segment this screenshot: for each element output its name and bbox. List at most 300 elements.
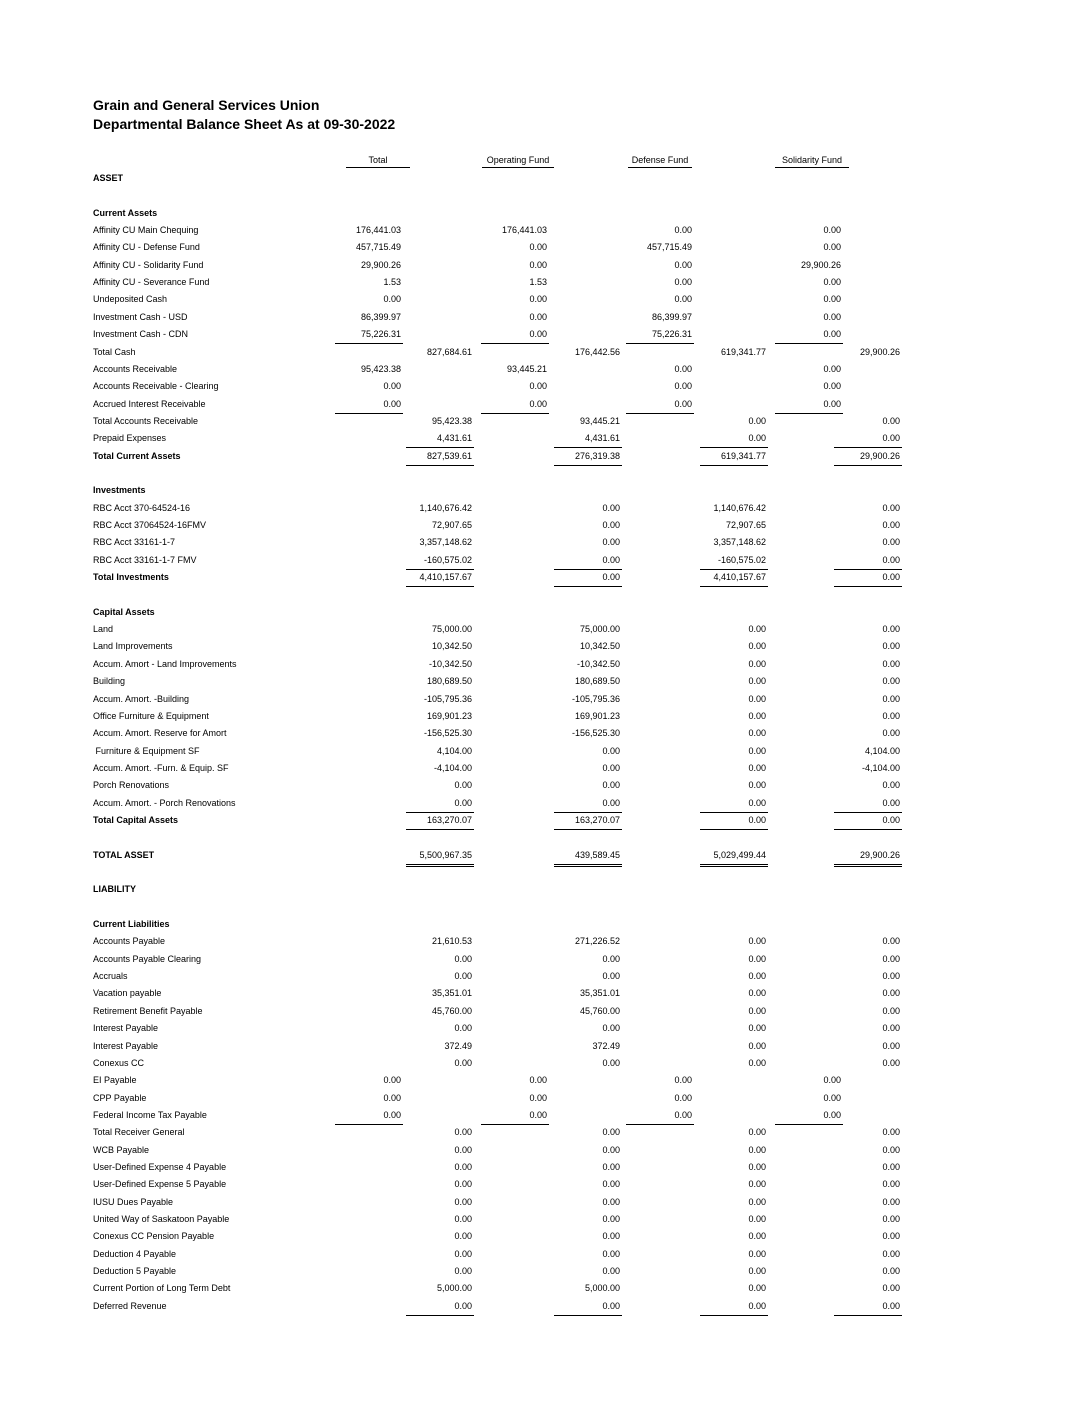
row-value-total: 75,226.31 (335, 326, 403, 344)
row-value-operating: 75,000.00 (579, 624, 620, 635)
table-row (0, 1072, 1088, 1089)
row-value-operating: 0.00 (554, 795, 622, 813)
table-row (0, 413, 1088, 430)
row-value-total: 21,610.53 (431, 936, 472, 947)
row-value-solidarity: 0.00 (882, 520, 900, 530)
column-header-operating-fund: Operating Fund (482, 155, 554, 168)
row-value-operating: 0.00 (481, 396, 549, 414)
table-row (0, 187, 1088, 204)
table-row (0, 864, 1088, 881)
table-row (0, 257, 1088, 274)
table-row (0, 205, 1088, 222)
row-value-operating: 0.00 (554, 569, 622, 587)
row-value-solidarity: 0.00 (834, 812, 902, 830)
row-label: Interest Payable (93, 1023, 159, 1034)
row-value-operating: 0.00 (602, 1214, 620, 1224)
row-value-operating: 0.00 (602, 537, 620, 548)
row-value-solidarity: 0.00 (834, 1298, 902, 1316)
table-row (0, 916, 1088, 933)
table-row (0, 1124, 1088, 1141)
row-label: TOTAL ASSET (93, 849, 155, 860)
row-label: Furniture & Equipment SF (93, 745, 200, 756)
row-value-solidarity: 0.00 (823, 1075, 841, 1086)
row-label: Deferred Revenue (93, 1300, 167, 1311)
row-value-total: 1.53 (383, 277, 401, 288)
table-row (0, 534, 1088, 551)
row-value-total: 0.00 (383, 1092, 401, 1103)
row-value-defense: 4,410,157.67 (700, 569, 768, 587)
row-label: Current Assets (93, 207, 158, 218)
table-row (0, 1176, 1088, 1193)
table-row (0, 1003, 1088, 1020)
row-value-solidarity: 0.00 (823, 363, 841, 374)
row-value-operating: 0.00 (602, 780, 620, 791)
row-value-total: 10,342.50 (431, 641, 472, 652)
row-label: CPP Payable (93, 1092, 147, 1103)
row-value-defense: 75,226.31 (626, 326, 694, 344)
row-value-total: 0.00 (454, 953, 472, 964)
row-value-solidarity: 0.00 (882, 1127, 900, 1138)
row-value-defense: 0.00 (748, 710, 766, 721)
row-value-operating: 169,901.23 (574, 710, 620, 721)
table-row (0, 899, 1088, 916)
row-value-solidarity: 0.00 (775, 396, 843, 414)
row-label: RBC Acct 370-64524-16 (93, 502, 191, 513)
row-value-operating: 0.00 (529, 294, 547, 305)
row-value-defense: 0.00 (700, 795, 768, 813)
row-value-defense: 457,715.49 (646, 242, 692, 253)
row-value-solidarity: 0.00 (882, 780, 900, 791)
table-row (0, 777, 1088, 794)
row-value-total: 0.00 (454, 1127, 472, 1138)
row-label: Current Liabilities (93, 919, 170, 930)
table-row (0, 1159, 1088, 1176)
row-label: Affinity CU - Solidarity Fund (93, 259, 204, 270)
row-value-operating: 0.00 (602, 520, 620, 530)
table-row (0, 1194, 1088, 1211)
table-row (0, 656, 1088, 673)
table-row (0, 1298, 1088, 1315)
row-label: Interest Payable (93, 1040, 159, 1051)
row-value-defense: 619,341.77 (700, 448, 768, 466)
row-value-solidarity: 0.00 (775, 1107, 843, 1125)
row-value-operating: 180,689.50 (574, 676, 620, 687)
row-value-solidarity: 0.00 (882, 1040, 900, 1051)
row-value-defense: 0.00 (748, 1266, 766, 1277)
row-value-solidarity: 0.00 (882, 1179, 900, 1190)
row-label: Accounts Payable Clearing (93, 953, 202, 964)
row-value-defense: 0.00 (748, 1179, 766, 1190)
row-label: Undeposited Cash (93, 294, 168, 305)
table-row (0, 274, 1088, 291)
table-row (0, 344, 1088, 361)
row-value-total: 0.00 (454, 1248, 472, 1259)
row-label: Porch Renovations (93, 780, 170, 791)
table-row (0, 1246, 1088, 1263)
row-value-solidarity: 0.00 (823, 242, 841, 253)
row-value-defense: 0.00 (748, 1214, 766, 1224)
row-value-solidarity: 0.00 (882, 502, 900, 513)
row-value-total: 0.00 (335, 396, 403, 414)
row-value-operating: 0.00 (529, 1075, 547, 1086)
row-value-solidarity: 29,900.26 (834, 448, 902, 466)
row-value-solidarity: 0.00 (834, 430, 902, 448)
row-value-operating: 372.49 (592, 1040, 620, 1051)
row-value-total: 0.00 (383, 1075, 401, 1086)
row-value-defense: 0.00 (748, 1283, 766, 1294)
row-value-total: 4,431.61 (406, 430, 474, 448)
row-value-operating: 0.00 (602, 1266, 620, 1277)
row-value-defense: 0.00 (674, 294, 692, 305)
table-row (0, 985, 1088, 1002)
row-value-operating: 163,270.07 (554, 812, 622, 830)
row-label: United Way of Saskatoon Payable (93, 1214, 230, 1224)
row-value-operating: 0.00 (529, 311, 547, 322)
row-value-total: 0.00 (406, 795, 474, 813)
row-value-defense: 0.00 (748, 1005, 766, 1016)
table-row (0, 500, 1088, 517)
row-label: Investment Cash - USD (93, 311, 188, 322)
table-row (0, 933, 1088, 950)
table-row (0, 1020, 1088, 1037)
row-value-defense: 0.00 (748, 988, 766, 999)
row-value-solidarity: 0.00 (823, 311, 841, 322)
row-label: RBC Acct 37064524-16FMV (93, 520, 207, 530)
row-value-total: 0.00 (454, 1144, 472, 1155)
row-value-operating: 0.00 (529, 259, 547, 270)
row-label: Capital Assets (93, 606, 155, 617)
row-value-defense: 0.00 (748, 1144, 766, 1155)
row-value-operating: 0.00 (602, 1196, 620, 1207)
row-value-defense: 0.00 (626, 396, 694, 414)
row-value-solidarity: 0.00 (882, 693, 900, 704)
row-label: Affinity CU Main Chequing (93, 225, 199, 236)
row-value-operating: 276,319.38 (554, 448, 622, 466)
row-value-total: -156,525.30 (423, 728, 472, 739)
row-value-defense: 0.00 (674, 381, 692, 392)
table-row (0, 482, 1088, 499)
row-value-defense: 0.00 (700, 430, 768, 448)
row-value-solidarity: 0.00 (882, 1214, 900, 1224)
table-row (0, 1142, 1088, 1159)
row-value-defense: 0.00 (748, 415, 766, 426)
table-row (0, 465, 1088, 482)
row-value-operating: -156,525.30 (571, 728, 620, 739)
row-value-defense: 0.00 (674, 277, 692, 288)
row-value-solidarity: 0.00 (882, 641, 900, 652)
table-row (0, 1263, 1088, 1280)
row-value-defense: 0.00 (748, 1023, 766, 1034)
column-header-solidarity-fund: Solidarity Fund (775, 155, 849, 168)
table-row (0, 1055, 1088, 1072)
row-label: Accounts Payable (93, 936, 166, 947)
row-value-solidarity: 0.00 (882, 1248, 900, 1259)
row-value-operating: 0.00 (602, 762, 620, 773)
row-value-solidarity: 0.00 (823, 225, 841, 236)
row-value-operating: 0.00 (481, 1107, 549, 1125)
row-value-operating: 0.00 (602, 1161, 620, 1172)
table-row (0, 222, 1088, 239)
row-value-operating: 0.00 (602, 1023, 620, 1034)
row-value-operating: 0.00 (554, 1298, 622, 1316)
row-label: LIABILITY (93, 884, 136, 895)
row-label: Prepaid Expenses (93, 433, 167, 444)
table-row (0, 586, 1088, 603)
row-label: Building (93, 676, 126, 687)
table-row (0, 396, 1088, 413)
row-value-operating: 0.00 (602, 1144, 620, 1155)
table-row (0, 1038, 1088, 1055)
row-value-total: 0.00 (335, 1107, 403, 1125)
row-value-solidarity: 0.00 (834, 552, 902, 570)
row-label: Current Portion of Long Term Debt (93, 1283, 231, 1294)
row-value-defense: 86,399.97 (651, 311, 692, 322)
row-value-operating: 176,442.56 (574, 346, 620, 357)
row-value-defense: 0.00 (748, 1057, 766, 1068)
row-value-defense: 0.00 (674, 225, 692, 236)
row-value-defense: 0.00 (748, 780, 766, 791)
row-value-total: 4,104.00 (436, 745, 472, 756)
table-row (0, 1107, 1088, 1124)
row-value-defense: 0.00 (748, 1127, 766, 1138)
row-label: Conexus CC Pension Payable (93, 1231, 215, 1242)
row-value-defense: 0.00 (748, 1196, 766, 1207)
row-value-solidarity: 29,900.26 (800, 259, 841, 270)
row-value-defense: 0.00 (674, 1075, 692, 1086)
row-label: Accounts Receivable - Clearing (93, 381, 219, 392)
row-label: Land (93, 624, 114, 635)
row-label: RBC Acct 33161-1-7 (93, 537, 176, 548)
table-row (0, 326, 1088, 343)
row-value-solidarity: 0.00 (834, 569, 902, 587)
row-value-total: 0.00 (454, 780, 472, 791)
row-value-solidarity: 0.00 (834, 795, 902, 813)
row-value-operating: 0.00 (602, 1127, 620, 1138)
row-value-operating: 271,226.52 (574, 936, 620, 947)
row-value-defense: 0.00 (748, 953, 766, 964)
row-value-defense: 0.00 (748, 745, 766, 756)
row-value-total: 0.00 (454, 1057, 472, 1068)
row-label: Accum. Amort. -Furn. & Equip. SF (93, 762, 229, 773)
row-value-defense: 0.00 (674, 259, 692, 270)
table-row (0, 829, 1088, 846)
row-value-defense: 0.00 (748, 1248, 766, 1259)
row-value-operating: 1.53 (529, 277, 547, 288)
row-label: RBC Acct 33161-1-7 FMV (93, 554, 197, 565)
table-row (0, 968, 1088, 985)
row-value-total: 75,000.00 (431, 624, 472, 635)
row-value-defense: 0.00 (748, 658, 766, 669)
row-value-operating: 0.00 (554, 552, 622, 570)
table-row (0, 673, 1088, 690)
row-label: ASSET (93, 173, 124, 183)
column-header-defense-fund: Defense Fund (628, 155, 692, 168)
row-value-operating: 10,342.50 (579, 641, 620, 652)
row-label: Deduction 4 Payable (93, 1248, 177, 1259)
row-value-solidarity: 4,104.00 (864, 745, 900, 756)
row-value-defense: 0.00 (748, 676, 766, 687)
row-value-total: 45,760.00 (431, 1005, 472, 1016)
row-value-solidarity: 0.00 (882, 710, 900, 721)
row-label: WCB Payable (93, 1144, 150, 1155)
row-label: Investment Cash - CDN (93, 329, 189, 340)
row-value-defense: 1,140,676.42 (713, 502, 766, 513)
row-label: Vacation payable (93, 988, 162, 999)
row-label: Accum. Amort. Reserve for Amort (93, 728, 227, 739)
table-row (0, 291, 1088, 308)
row-value-defense: 0.00 (748, 936, 766, 947)
row-value-solidarity: 0.00 (882, 1231, 900, 1242)
table-row (0, 430, 1088, 447)
row-value-defense: 0.00 (626, 1107, 694, 1125)
table-row (0, 1280, 1088, 1297)
row-value-total: -160,575.02 (406, 552, 474, 570)
row-value-total: 0.00 (454, 1196, 472, 1207)
table-row (0, 725, 1088, 742)
table-row (0, 812, 1088, 829)
row-label: Office Furniture & Equipment (93, 710, 209, 721)
row-value-solidarity: 0.00 (882, 1023, 900, 1034)
row-value-solidarity: 0.00 (882, 988, 900, 999)
row-label: Investments (93, 485, 146, 496)
row-value-solidarity: 0.00 (882, 1057, 900, 1068)
row-label: Affinity CU - Severance Fund (93, 277, 210, 288)
row-value-total: 5,000.00 (436, 1283, 472, 1294)
row-value-operating: -10,342.50 (576, 658, 620, 669)
row-value-operating: 0.00 (481, 326, 549, 344)
row-value-total: -4,104.00 (433, 762, 472, 773)
row-value-total: 0.00 (454, 1161, 472, 1172)
row-value-operating: 0.00 (529, 381, 547, 392)
row-value-total: -10,342.50 (428, 658, 472, 669)
row-value-total: 180,689.50 (426, 676, 472, 687)
row-label: User-Defined Expense 4 Payable (93, 1161, 227, 1172)
table-row (0, 170, 1088, 187)
row-value-operating: 0.00 (602, 1179, 620, 1190)
row-value-operating: 0.00 (602, 1248, 620, 1259)
row-value-solidarity: 0.00 (882, 1266, 900, 1277)
row-value-total: 95,423.38 (360, 363, 401, 374)
row-value-total: 0.00 (406, 1298, 474, 1316)
row-value-total: 3,357,148.62 (419, 537, 472, 548)
table-row (0, 1228, 1088, 1245)
row-value-defense: 0.00 (674, 1092, 692, 1103)
row-value-defense: 0.00 (748, 762, 766, 773)
row-value-total: 1,140,676.42 (419, 502, 472, 513)
row-value-operating: 0.00 (602, 953, 620, 964)
row-value-total: 163,270.07 (406, 812, 474, 830)
row-value-total: 457,715.49 (355, 242, 401, 253)
row-value-solidarity: 29,900.26 (834, 847, 902, 867)
table-row (0, 604, 1088, 621)
row-label: Accum. Amort. - Porch Renovations (93, 797, 236, 808)
row-value-total: 72,907.65 (431, 520, 472, 530)
row-value-total: 95,423.38 (431, 415, 472, 426)
row-label: Conexus CC (93, 1057, 145, 1068)
row-label: Accum. Amort. -Building (93, 693, 190, 704)
row-value-defense: 0.00 (700, 1298, 768, 1316)
row-value-defense: 0.00 (748, 1231, 766, 1242)
table-row (0, 239, 1088, 256)
row-value-solidarity: 0.00 (823, 1092, 841, 1103)
row-value-operating: 0.00 (602, 1231, 620, 1242)
report-title: Departmental Balance Sheet As at 09-30-2022 (93, 116, 396, 132)
row-value-operating: -105,795.36 (571, 693, 620, 704)
row-label: Accum. Amort - Land Improvements (93, 658, 237, 669)
table-row (0, 552, 1088, 569)
row-label: Total Cash (93, 346, 136, 357)
row-value-solidarity: 0.00 (882, 1283, 900, 1294)
row-value-solidarity: 0.00 (882, 658, 900, 669)
row-value-operating: 439,589.45 (554, 847, 622, 867)
row-value-solidarity: 0.00 (823, 294, 841, 305)
row-label: Accrued Interest Receivable (93, 398, 206, 409)
table-row (0, 743, 1088, 760)
row-value-total: 0.00 (383, 381, 401, 392)
row-value-defense: 72,907.65 (725, 520, 766, 530)
row-value-solidarity: 0.00 (823, 277, 841, 288)
row-value-defense: 0.00 (700, 812, 768, 830)
table-row (0, 448, 1088, 465)
row-value-defense: 3,357,148.62 (713, 537, 766, 548)
row-value-solidarity: 29,900.26 (859, 346, 900, 357)
table-row (0, 361, 1088, 378)
row-value-total: 0.00 (454, 1231, 472, 1242)
row-label: Total Accounts Receivable (93, 415, 199, 426)
row-value-defense: 0.00 (748, 641, 766, 652)
table-row (0, 309, 1088, 326)
row-value-total: 827,684.61 (426, 346, 472, 357)
row-label: Accruals (93, 971, 128, 982)
row-value-defense: -160,575.02 (700, 552, 768, 570)
row-value-solidarity: 0.00 (882, 1196, 900, 1207)
row-value-total: 176,441.03 (355, 225, 401, 236)
row-value-operating: 5,000.00 (584, 1283, 620, 1294)
row-value-total: 372.49 (444, 1040, 472, 1051)
row-label: IUSU Dues Payable (93, 1196, 174, 1207)
row-value-operating: 176,441.03 (501, 225, 547, 236)
table-row (0, 378, 1088, 395)
table-row (0, 881, 1088, 898)
row-value-operating: 93,445.21 (579, 415, 620, 426)
row-value-defense: 0.00 (748, 624, 766, 635)
table-row (0, 569, 1088, 586)
row-value-solidarity: 0.00 (775, 326, 843, 344)
row-value-operating: 35,351.01 (579, 988, 620, 999)
table-row (0, 691, 1088, 708)
table-row (0, 621, 1088, 638)
row-value-total: 5,500,967.35 (406, 847, 474, 867)
row-value-operating: 0.00 (529, 1092, 547, 1103)
row-value-total: 29,900.26 (360, 259, 401, 270)
row-value-solidarity: 0.00 (882, 537, 900, 548)
row-value-operating: 0.00 (602, 745, 620, 756)
row-value-defense: 0.00 (748, 693, 766, 704)
row-value-defense: 0.00 (748, 971, 766, 982)
row-value-defense: 619,341.77 (720, 346, 766, 357)
row-value-solidarity: 0.00 (882, 936, 900, 947)
row-value-defense: 5,029,499.44 (700, 847, 768, 867)
row-value-defense: 0.00 (748, 1161, 766, 1172)
table-row (0, 760, 1088, 777)
table-row (0, 951, 1088, 968)
row-value-operating: 0.00 (602, 971, 620, 982)
row-label: Land Improvements (93, 641, 173, 652)
row-label: Federal Income Tax Payable (93, 1109, 207, 1120)
row-value-total: 0.00 (454, 971, 472, 982)
row-value-solidarity: 0.00 (882, 971, 900, 982)
table-row (0, 1090, 1088, 1107)
